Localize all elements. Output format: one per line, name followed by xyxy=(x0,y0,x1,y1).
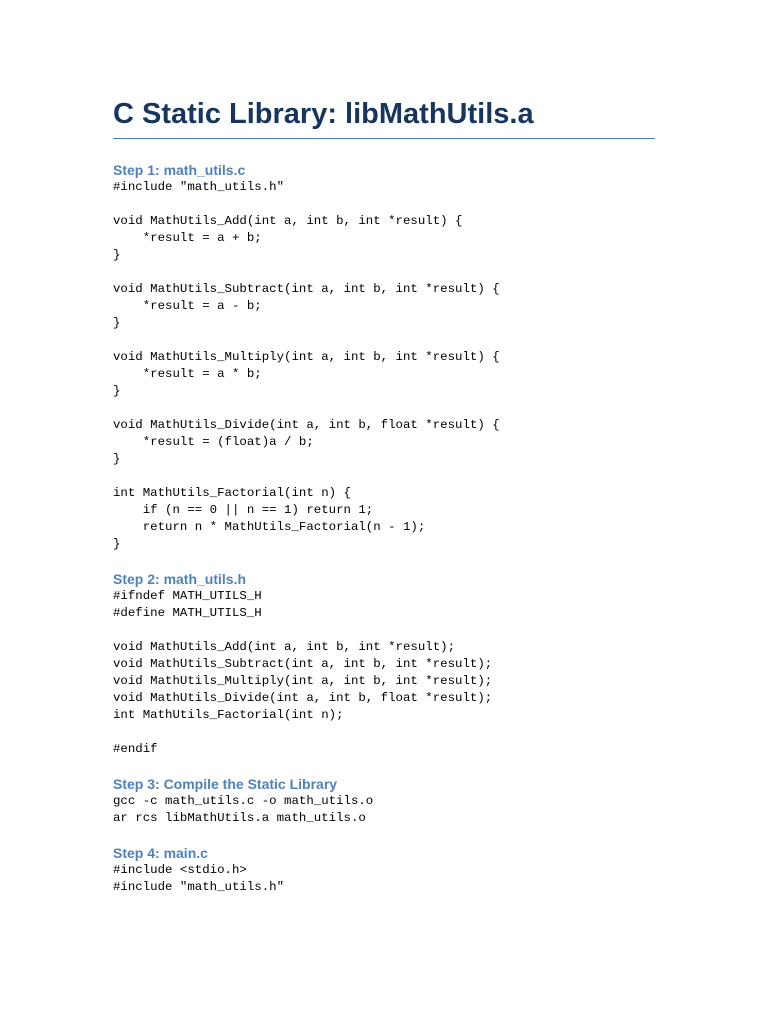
section-heading: Step 3: Compile the Static Library xyxy=(113,776,338,792)
section-heading: Step 1: math_utils.c xyxy=(113,162,246,178)
document-page xyxy=(113,96,655,896)
section-heading: Step 2: math_utils.h xyxy=(113,571,247,587)
section-step-3 xyxy=(113,775,655,827)
section-step-4 xyxy=(113,844,655,896)
code-block: #ifndef MATH_UTILS_H #define MATH_UTILS_H void MathUtils_Add(int a, int b, int *result); void MathUtils_Subtract(int a, int b, int *result); void MathUtils_Multiply(int a, int b, int *result); void MathUtils_Divide(int a, int b, float *result); int MathUtils_Factorial(int n); #endif xyxy=(113,589,493,756)
code-block: #include "math_utils.h" void MathUtils_Add(int a, int b, int *result) { *result = a + b; } void MathUtils_Subtract(int a, int b, int *result) { *result = a - b; } void MathUtils_Multiply(int a, int b, int *result) { *result = a * b; } void MathUtils_Divide(int a, int b, float *result) { *result = (float)a / b; } int MathUtils_Factorial(int n) { if (n == 0 || n == 1) return 1; return n * MathUtils_Factorial(n - 1); } xyxy=(113,180,500,551)
code-block: #include <stdio.h> #include "math_utils.h" xyxy=(113,863,285,894)
section-step-2 xyxy=(113,570,655,758)
code-block: gcc -c math_utils.c -o math_utils.o ar rcs libMathUtils.a math_utils.o xyxy=(113,794,374,825)
section-heading: Step 4: main.c xyxy=(113,845,208,861)
section-step-1 xyxy=(113,161,655,553)
page-title: C Static Library: libMathUtils.a xyxy=(113,96,655,139)
